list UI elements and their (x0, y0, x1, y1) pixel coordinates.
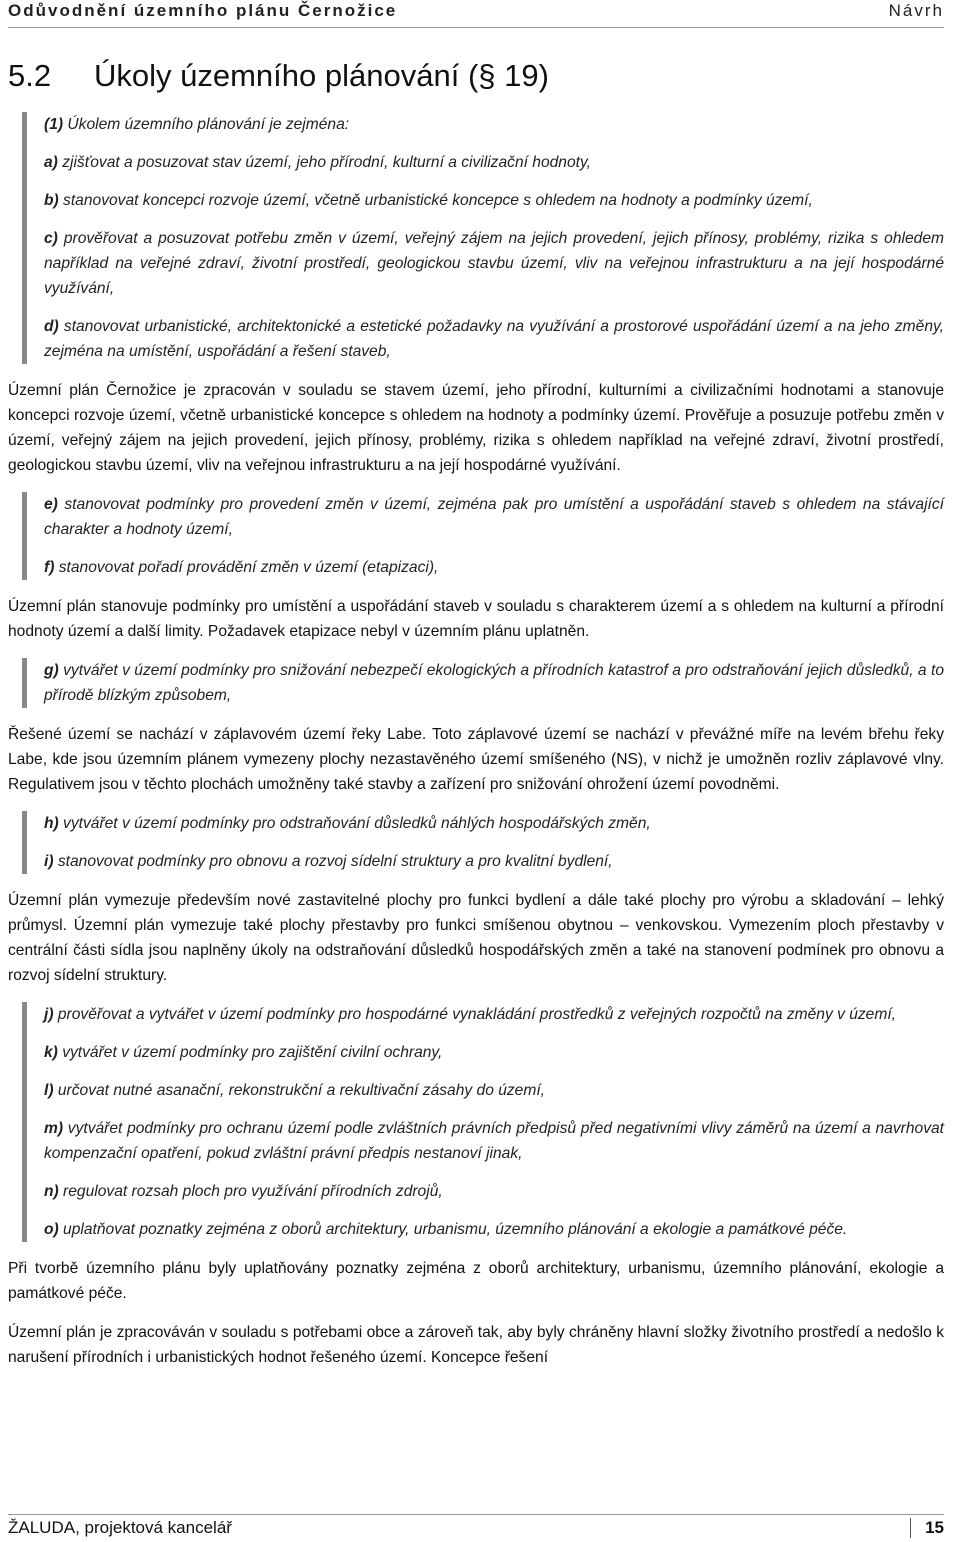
body-paragraph: Při tvorbě územního plánu byly uplatňovány poznatky zejména z oborů architektury, urbanismu, územního plánování, ekologie a památkové péče. (8, 1260, 944, 1302)
law-quote-block (22, 1002, 944, 1242)
item-text: vytvářet v území podmínky pro odstraňování důsledků náhlých hospodářských změn, (58, 815, 651, 832)
law-quote-item (44, 1179, 944, 1204)
item-text: prověřovat a vytvářet v území podmínky pro hospodárné vynakládání prostředků z veřejných rozpočtů na změny v území, (53, 1006, 897, 1023)
item-letter: d) (44, 318, 59, 335)
item-text: vytvářet v území podmínky pro snižování nebezpečí ekologických a přírodních katastrof a pro odstraňování jejich důsledků, a to přírodě blízkým způsobem, (44, 662, 944, 704)
body-paragraph: Územní plán vymezuje především nové zastavitelné plochy pro funkci bydlení a dále také plochy pro výrobu a skladování – lehký průmysl. Územní plán vymezuje také plochy přestavby pro funkci smíšenou obytnou – venkovskou. Vymezením ploch přestavby v centrální části sídla jsou naplněny úkoly na odstraňování důsledků hospodářských změn a také na stanovení podmínek pro obnovu a rozvoj sídelní struktury. (8, 892, 944, 984)
block-gap (0, 797, 960, 811)
header-title: Odůvodnění územního plánu Černožice (8, 1, 398, 20)
law-quote-item (44, 1078, 944, 1103)
law-quote-block (22, 811, 944, 874)
block-gap (0, 478, 960, 492)
law-quote-block (22, 112, 944, 364)
law-quote-item (44, 150, 944, 175)
law-quote-item (44, 1040, 944, 1065)
item-text: vytvářet podmínky pro ochranu území podle zvláštních právních předpisů před negativními vlivy záměrů na území a navrhovat kompenzační opatření, pokud zvláštní právní předpis nestanoví jinak, (44, 1120, 944, 1162)
item-text: stanovovat urbanistické, architektonické a estetické požadavky na využívání a prostorové uspořádání území a na jeho změny, zejména na umístění, uspořádání a řešení staveb, (44, 318, 944, 360)
page-header (8, 0, 944, 24)
law-quote-item (44, 112, 944, 137)
item-text: regulovat rozsah ploch pro využívání přírodních zdrojů, (58, 1183, 443, 1200)
item-letter: l) (44, 1082, 54, 1099)
item-text: Úkolem územního plánování je zejména: (63, 116, 350, 133)
body-paragraph: Územní plán Černožice je zpracován v souladu se stavem území, jeho přírodní, kulturními a civilizačními hodnotami a stanovuje koncepci rozvoje území, včetně urbanistické koncepce s ohledem na hodnoty a podmínky území. Prověřuje a posuzuje potřebu změn v území, veřejný zájem na jejich provedení, jejich přínosy, problémy, rizika s ohledem například na veřejné zdraví, životní prostředí, geologickou stavbu území, vliv na veřejnou infrastrukturu a na její hospodárné využívání. (8, 382, 944, 474)
item-text: zjišťovat a posuzovat stav území, jeho přírodní, kulturní a civilizační hodnoty, (57, 154, 591, 171)
law-quote-item (44, 1217, 944, 1242)
item-letter: h) (44, 815, 59, 832)
block-gap (0, 1306, 960, 1320)
law-quote-block (22, 492, 944, 580)
body-paragraph: Územní plán stanovuje podmínky pro umístění a uspořádání staveb v souladu s charakterem území a s ohledem na kulturní a přírodní hodnoty území a další limity. Požadavek etapizace nebyl v územním plánu uplatněn. (8, 598, 944, 640)
law-quote-item (44, 658, 944, 708)
law-quote-item (44, 555, 944, 580)
block-gap (0, 1242, 960, 1256)
section-number: 5.2 (8, 58, 52, 93)
item-text: uplatňovat poznatky zejména z oborů architektury, urbanismu, územního plánování a ekologie a památkové péče. (58, 1221, 848, 1238)
header-divider (8, 27, 944, 28)
law-quote-item (44, 849, 944, 874)
item-letter: g) (44, 662, 59, 679)
law-quote-block (22, 658, 944, 708)
item-text: stanovovat podmínky pro obnovu a rozvoj sídelní struktury a pro kvalitní bydlení, (53, 853, 613, 870)
footer-divider (8, 1514, 944, 1515)
law-quote-item (44, 811, 944, 836)
law-quote-item (44, 1002, 944, 1027)
item-letter: k) (44, 1044, 58, 1061)
item-letter: a) (44, 154, 58, 171)
block-gap (0, 988, 960, 1002)
item-letter: o) (44, 1221, 59, 1238)
page-footer (8, 1518, 944, 1542)
law-quote-item (44, 188, 944, 213)
item-letter: j) (44, 1006, 54, 1023)
block-gap (0, 364, 960, 378)
item-text: prověřovat a posuzovat potřebu změn v území, veřejný zájem na jejich provedení, jejich přínosy, problémy, rizika s ohledem například na veřejné zdraví, životní prostředí, geologickou stavbu území, vliv na veřejnou infrastrukturu a na její hospodárné využívání, (44, 230, 944, 297)
item-letter: c) (44, 230, 58, 247)
item-text: stanovovat pořadí provádění změn v území (etapizaci), (54, 559, 439, 576)
item-letter: m) (44, 1120, 64, 1137)
body-paragraph: Územní plán je zpracováván v souladu s potřebami obce a zároveň tak, aby byly chráněny hlavní složky životního prostředí a nedošlo k narušení přírodních i urbanistických hodnot řešeného území. Koncepce řešení (8, 1324, 944, 1366)
block-gap (0, 874, 960, 888)
item-text: vytvářet v území podmínky pro zajištění civilní ochrany, (57, 1044, 443, 1061)
block-gap (0, 580, 960, 594)
section-heading (8, 58, 549, 94)
item-letter: n) (44, 1183, 59, 1200)
item-letter: (1) (44, 116, 64, 133)
item-letter: f) (44, 559, 55, 576)
law-quote-item (44, 1116, 944, 1166)
law-quote-item (44, 314, 944, 364)
header-status: Návrh (888, 1, 944, 20)
item-text: stanovovat koncepci rozvoje území, včetně urbanistické koncepce s ohledem na hodnoty a podmínky území, (58, 192, 813, 209)
item-letter: i) (44, 853, 54, 870)
block-gap (0, 708, 960, 722)
footer-firm: ŽALUDA, projektová kancelář (8, 1518, 232, 1537)
page-number: 15 (910, 1518, 944, 1538)
item-text: stanovovat podmínky pro provedení změn v území, zejména pak pro umístění a uspořádání staveb s ohledem na stávající charakter a hodnoty území, (44, 496, 944, 538)
item-letter: e) (44, 496, 58, 513)
law-quote-item (44, 492, 944, 542)
item-letter: b) (44, 192, 59, 209)
item-text: určovat nutné asanační, rekonstrukční a rekultivační zásahy do území, (53, 1082, 545, 1099)
document-body (0, 112, 960, 1370)
law-quote-item (44, 226, 944, 301)
body-paragraph: Řešené území se nachází v záplavovém území řeky Labe. Toto záplavové území se nachází v převážné míře na levém břehu řeky Labe, kde jsou územním plánem vymezeny plochy nezastavěného území smíšeného (NS), v nichž je umožněn rozliv záplavové vlny. Regulativem jsou v těchto plochách umožněny také stavby a zařízení pro snižování ohrožení území povodněmi. (8, 726, 944, 793)
block-gap (0, 644, 960, 658)
section-title: Úkoly územního plánování (§ 19) (94, 58, 549, 93)
